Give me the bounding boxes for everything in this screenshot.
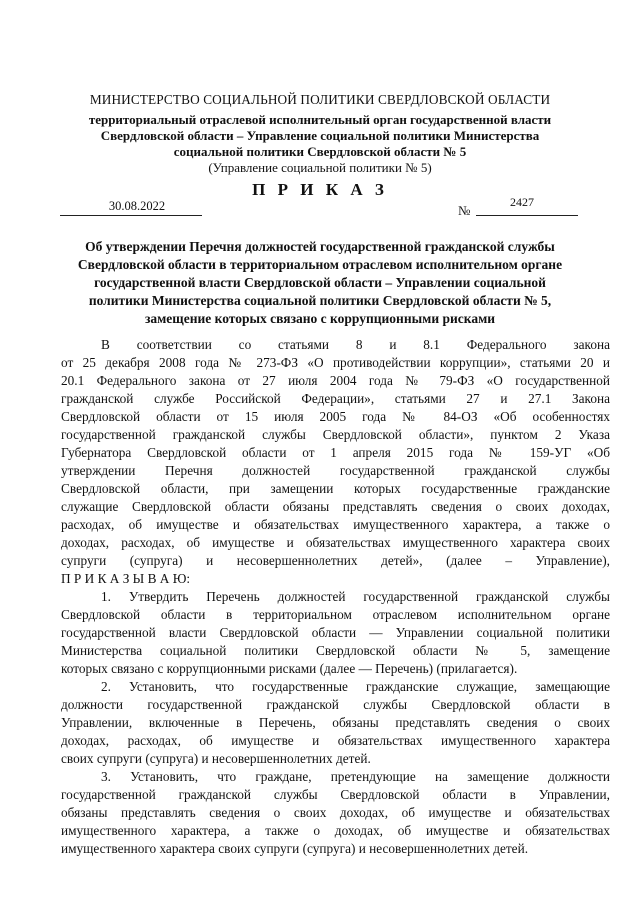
clause-1-line: которых связано с коррупционными рисками (далее — Перечень) (прилагается). bbox=[61, 661, 518, 676]
body-line: от 25 декабря 2008 года № 273-ФЗ «О противодействии коррупции», статьями 20 и bbox=[61, 355, 610, 370]
date-underline bbox=[60, 215, 202, 216]
agency-short-name: (Управление социальной политики № 5) bbox=[208, 160, 432, 175]
clause-2-line: должности государственной гражданской службы Свердловской области в bbox=[61, 697, 610, 712]
body-line: супруги (супруга) и несовершеннолетних детей», (далее – Управление), bbox=[61, 553, 610, 568]
clause-2-line: доходах, расходах, об имуществе и обязательствах имущественного характера bbox=[61, 733, 610, 748]
order-number: 2427 bbox=[510, 195, 534, 209]
prikazyvayu-line: П Р И К А З Ы В А Ю: bbox=[61, 571, 191, 586]
body-line: государственной гражданской службы Свердловской области», пунктом 2 Указа bbox=[61, 427, 610, 442]
body-line: доходах, расходах, об имуществе и обязательствах имущественного характера своих bbox=[61, 535, 610, 550]
order-title-line-4: политики Министерства социальной политики Свердловской области № 5, bbox=[88, 293, 552, 308]
body-line: Губернатора Свердловской области от 1 апреля 2015 года № 159-УГ «Об bbox=[61, 445, 610, 460]
clause-3-line: государственной гражданской службы Свердловской области в Управлении, bbox=[61, 787, 610, 802]
clause-1-line: Министерства социальной политики Свердловской области № 5, замещение bbox=[61, 643, 610, 658]
document-type-heading: П Р И К А З bbox=[252, 180, 388, 199]
ministry-name: МИНИСТЕРСТВО СОЦИАЛЬНОЙ ПОЛИТИКИ СВЕРДЛОВСКОЙ ОБЛАСТИ bbox=[89, 92, 551, 107]
body-line: Свердловской области, при замещении которых государственные гражданские bbox=[61, 481, 610, 496]
clause-3-line: 3. Установить, что граждане, претендующие на замещение должности bbox=[101, 769, 610, 784]
body-line: служащие Свердловской области обязаны представлять сведения о своих доходах, bbox=[61, 499, 610, 514]
clause-3-line: обязаны представлять сведения о своих доходах, об имуществе и обязательствах bbox=[61, 805, 610, 820]
clause-2-line: Управлении, включенные в Перечень, обязаны представлять сведения о своих bbox=[61, 715, 610, 730]
clause-1-line: Свердловской области в территориальном отраслевом исполнительном органе bbox=[61, 607, 610, 622]
agency-name-line-1: территориальный отраслевой исполнительный орган государственной власти bbox=[88, 112, 552, 127]
order-title-line-3: государственной власти Свердловской области – Управлении социальной bbox=[94, 275, 546, 290]
order-title-line-5: замещение которых связано с коррупционными рисками bbox=[144, 311, 496, 326]
agency-name-line-3: социальной политики Свердловской области № 5 bbox=[173, 144, 467, 159]
number-sign: № bbox=[458, 203, 471, 218]
body-line: утверждении Перечня должностей государственной гражданской службы bbox=[61, 463, 610, 478]
agency-name-line-2: Свердловской области – Управление социальной политики Министерства bbox=[100, 128, 540, 143]
order-date: 30.08.2022 bbox=[108, 199, 166, 213]
number-underline bbox=[476, 215, 578, 216]
clause-2-line: 2. Установить, что государственные гражданские служащие, замещающие bbox=[101, 679, 610, 694]
body-line: гражданской службе Российской Федерации», статьями 27 и 27.1 Закона bbox=[61, 391, 610, 406]
body-line: В соответствии со статьями 8 и 8.1 Федерального закона bbox=[101, 337, 610, 352]
clause-1-line: 1. Утвердить Перечень должностей государственной гражданской службы bbox=[101, 589, 610, 604]
body-line: Свердловской области от 15 июля 2005 года № 84-ОЗ «Об особенностях bbox=[61, 409, 610, 424]
order-title-line-1: Об утверждении Перечня должностей государственной гражданской службы bbox=[85, 239, 555, 254]
clause-2-line: своих супруги (супруга) и несовершеннолетних детей. bbox=[61, 751, 371, 766]
clause-3-line: имущественного характера, а также о доходах, об имуществе и обязательствах bbox=[61, 823, 610, 838]
clause-1-line: государственной власти Свердловской области — Управлении социальной политики bbox=[61, 625, 610, 640]
order-title-line-2: Свердловской области в территориальном отраслевом исполнительном органе bbox=[77, 257, 563, 272]
clause-3-line: имущественного характера своих супруги (супруга) и несовершеннолетних детей. bbox=[61, 841, 529, 856]
body-line: 20.1 Федерального закона от 27 июля 2004 года № 79-ФЗ «О государственной bbox=[61, 373, 610, 388]
body-line: расходах, об имуществе и обязательствах имущественного характера, а также о bbox=[61, 517, 610, 532]
